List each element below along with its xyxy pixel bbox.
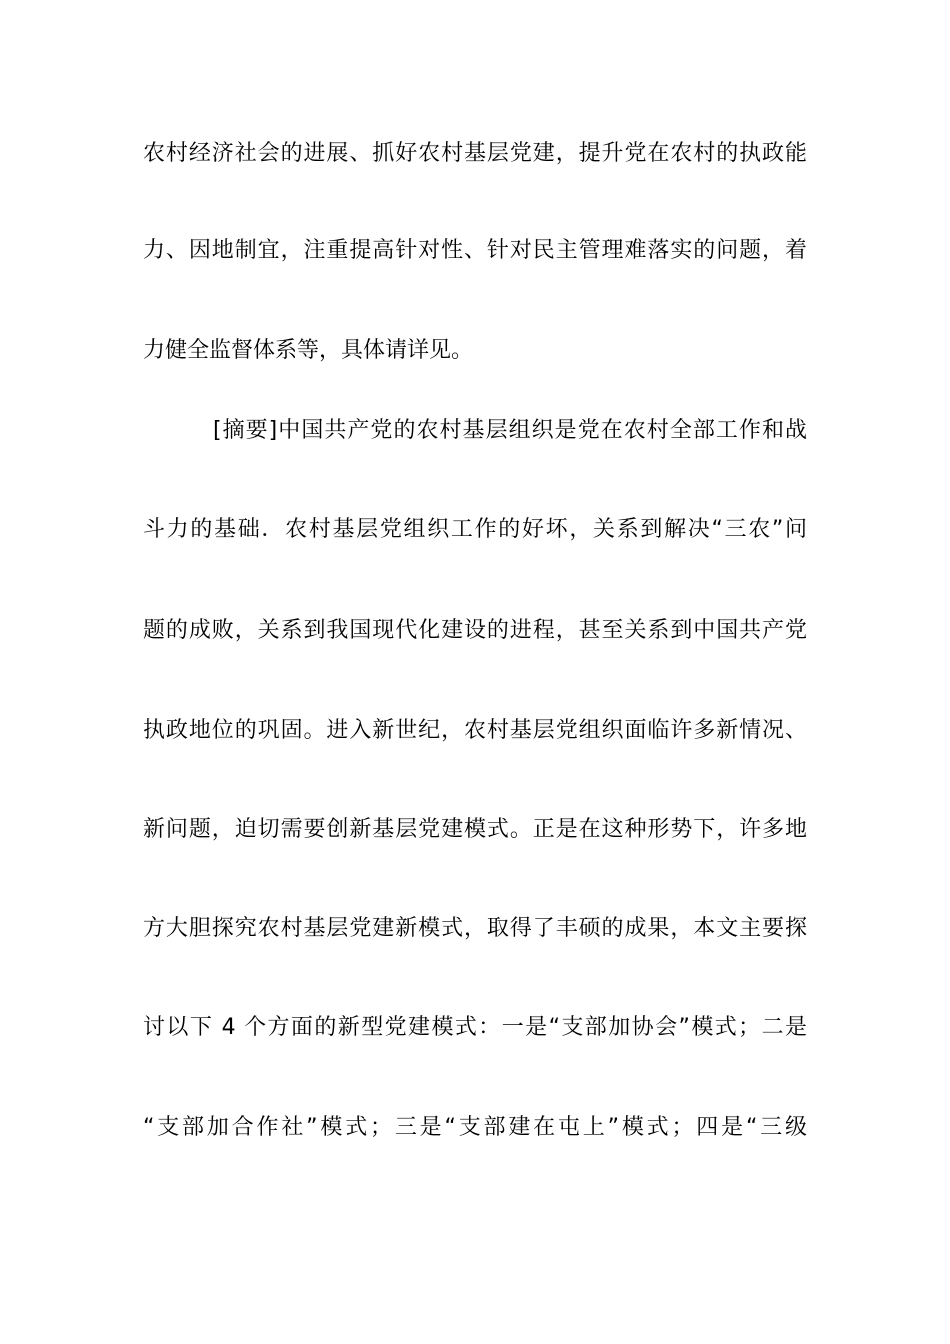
text-line: 执政地位的巩固。进入新世纪，农村基层党组织面临许多新情况、 — [143, 718, 807, 743]
text-line: 农村经济社会的进展、抓好农村基层党建，提升党在农村的执政能 — [143, 141, 807, 166]
text-line: 讨以下 4 个方面的新型党建模式：一是“支部加协会”模式；二是 — [143, 1015, 807, 1040]
text-line: 方大胆探究农村基层党建新模式，取得了丰硕的成果，本文主要探 — [143, 916, 807, 941]
text-line: 题的成败，关系到我国现代化建设的进程，甚至关系到中国共产党 — [143, 618, 807, 643]
abstract-heading-line: [摘要]中国共产党的农村基层组织是党在农村全部工作和战 — [213, 418, 807, 443]
text-line: “支部加合作社”模式；三是“支部建在屯上”模式；四是“三级 — [143, 1115, 807, 1140]
text-line: 力健全监督体系等，具体请详见。 — [143, 338, 474, 363]
text-line: 新问题，迫切需要创新基层党建模式。正是在这种形势下，许多地 — [143, 817, 807, 842]
text-line: 斗力的基础．农村基层党组织工作的好坏，关系到解决“三农”问 — [143, 517, 807, 542]
text-line: 力、因地制宜，注重提高针对性、针对民主管理难落实的问题，着 — [143, 238, 807, 263]
